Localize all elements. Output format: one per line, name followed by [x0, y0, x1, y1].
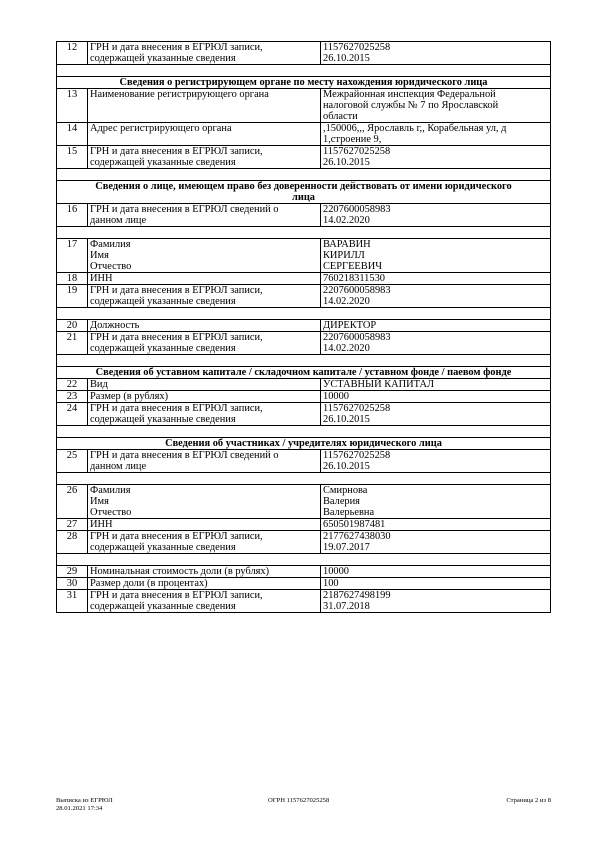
row-number: 31 [57, 590, 88, 613]
section-header: Сведения об участниках / учредителях юридического лица [57, 438, 551, 450]
table-row [57, 379, 551, 391]
table-row [57, 123, 551, 146]
spacer-cell [57, 554, 551, 566]
row-label: ИНН [88, 519, 321, 531]
spacer-cell [57, 308, 551, 320]
spacer-cell [57, 473, 551, 485]
row-number: 15 [57, 146, 88, 169]
row-label: ГРН и дата внесения в ЕГРЮЛ записи, содержащей указанные сведения [88, 590, 321, 613]
spacer-cell [57, 355, 551, 367]
row-value: ДИРЕКТОР [321, 320, 551, 332]
row-label: ГРН и дата внесения в ЕГРЮЛ записи, содержащей указанные сведения [88, 42, 321, 65]
section-header-row [57, 438, 551, 450]
row-number: 13 [57, 89, 88, 123]
row-number: 24 [57, 403, 88, 426]
row-value: 1157627025258 26.10.2015 [321, 450, 551, 473]
row-number: 28 [57, 531, 88, 554]
row-number: 30 [57, 578, 88, 590]
row-value: 650501987481 [321, 519, 551, 531]
section-header: Сведения о регистрирующем органе по месту нахождения юридического лица [57, 77, 551, 89]
table-row [57, 42, 551, 65]
row-value: 2207600058983 14.02.2020 [321, 285, 551, 308]
spacer-cell [57, 227, 551, 239]
egrul-extract-table [56, 41, 551, 613]
spacer-row [57, 227, 551, 239]
row-label: Должность [88, 320, 321, 332]
row-value: 1157627025258 26.10.2015 [321, 403, 551, 426]
table-row [57, 485, 551, 519]
table-row [57, 239, 551, 273]
section-header: Сведения об уставном капитале / складочном капитале / уставном фонде / паевом фонде [57, 367, 551, 379]
table-row [57, 590, 551, 613]
table-row [57, 320, 551, 332]
section-header-row [57, 367, 551, 379]
spacer-row [57, 554, 551, 566]
row-number: 17 [57, 239, 88, 273]
row-value: 1157627025258 26.10.2015 [321, 42, 551, 65]
table-row [57, 578, 551, 590]
row-value: 760218311530 [321, 273, 551, 285]
spacer-cell [57, 65, 551, 77]
row-value: 100 [321, 578, 551, 590]
row-number: 19 [57, 285, 88, 308]
row-value: 2207600058983 14.02.2020 [321, 204, 551, 227]
row-label: ГРН и дата внесения в ЕГРЮЛ записи, содержащей указанные сведения [88, 332, 321, 355]
spacer-row [57, 473, 551, 485]
table-row [57, 89, 551, 123]
footer-extract-info: Выписка из ЕГРЮЛ 28.01.2021 17:34 [56, 797, 113, 812]
row-label: Адрес регистрирующего органа [88, 123, 321, 146]
spacer-row [57, 308, 551, 320]
row-value: 1157627025258 26.10.2015 [321, 146, 551, 169]
table-row [57, 332, 551, 355]
section-header: Сведения о лице, имеющем право без доверенности действовать от имени юридического лица [57, 181, 551, 204]
row-value: 10000 [321, 566, 551, 578]
row-number: 22 [57, 379, 88, 391]
row-value: 2207600058983 14.02.2020 [321, 332, 551, 355]
table-row [57, 285, 551, 308]
row-label: ИНН [88, 273, 321, 285]
table-row [57, 146, 551, 169]
row-value: ,150006,,, Ярославль г,, Корабельная ул, д 1,строение 9, [321, 123, 551, 146]
row-label: Вид [88, 379, 321, 391]
row-label: ГРН и дата внесения в ЕГРЮЛ записи, содержащей указанные сведения [88, 403, 321, 426]
row-label: Размер доли (в процентах) [88, 578, 321, 590]
row-value: Межрайонная инспекция Федеральной налоговой службы № 7 по Ярославской области [321, 89, 551, 123]
row-label: Наименование регистрирующего органа [88, 89, 321, 123]
table-row [57, 273, 551, 285]
row-value: ВАРАВИН КИРИЛЛ СЕРГЕЕВИЧ [321, 239, 551, 273]
table-row [57, 450, 551, 473]
spacer-row [57, 65, 551, 77]
row-number: 14 [57, 123, 88, 146]
row-value: 10000 [321, 391, 551, 403]
row-number: 12 [57, 42, 88, 65]
row-number: 18 [57, 273, 88, 285]
table-row [57, 403, 551, 426]
section-header-row [57, 181, 551, 204]
row-value: УСТАВНЫЙ КАПИТАЛ [321, 379, 551, 391]
table-row [57, 204, 551, 227]
row-label: ГРН и дата внесения в ЕГРЮЛ сведений о данном лице [88, 450, 321, 473]
footer-page-number: Страница 2 из 8 [506, 797, 551, 804]
row-number: 21 [57, 332, 88, 355]
spacer-cell [57, 169, 551, 181]
spacer-cell [57, 426, 551, 438]
egrul-table-body [57, 42, 551, 613]
table-row [57, 391, 551, 403]
row-value: 2187627498199 31.07.2018 [321, 590, 551, 613]
row-number: 23 [57, 391, 88, 403]
row-label: ГРН и дата внесения в ЕГРЮЛ записи, содержащей указанные сведения [88, 531, 321, 554]
row-value: 2177627438030 19.07.2017 [321, 531, 551, 554]
spacer-row [57, 169, 551, 181]
row-label: ГРН и дата внесения в ЕГРЮЛ записи, содержащей указанные сведения [88, 146, 321, 169]
section-header-row [57, 77, 551, 89]
row-number: 16 [57, 204, 88, 227]
row-label: Фамилия Имя Отчество [88, 239, 321, 273]
row-value: Смирнова Валерия Валерьевна [321, 485, 551, 519]
row-number: 20 [57, 320, 88, 332]
spacer-row [57, 426, 551, 438]
table-row [57, 566, 551, 578]
table-row [57, 519, 551, 531]
row-label: Размер (в рублях) [88, 391, 321, 403]
row-label: Номинальная стоимость доли (в рублях) [88, 566, 321, 578]
row-label: ГРН и дата внесения в ЕГРЮЛ сведений о данном лице [88, 204, 321, 227]
row-number: 25 [57, 450, 88, 473]
table-row [57, 531, 551, 554]
row-number: 26 [57, 485, 88, 519]
spacer-row [57, 355, 551, 367]
row-label: Фамилия Имя Отчество [88, 485, 321, 519]
row-number: 27 [57, 519, 88, 531]
footer-ogrn: ОГРН 1157627025258 [268, 797, 330, 804]
row-label: ГРН и дата внесения в ЕГРЮЛ записи, содержащей указанные сведения [88, 285, 321, 308]
row-number: 29 [57, 566, 88, 578]
